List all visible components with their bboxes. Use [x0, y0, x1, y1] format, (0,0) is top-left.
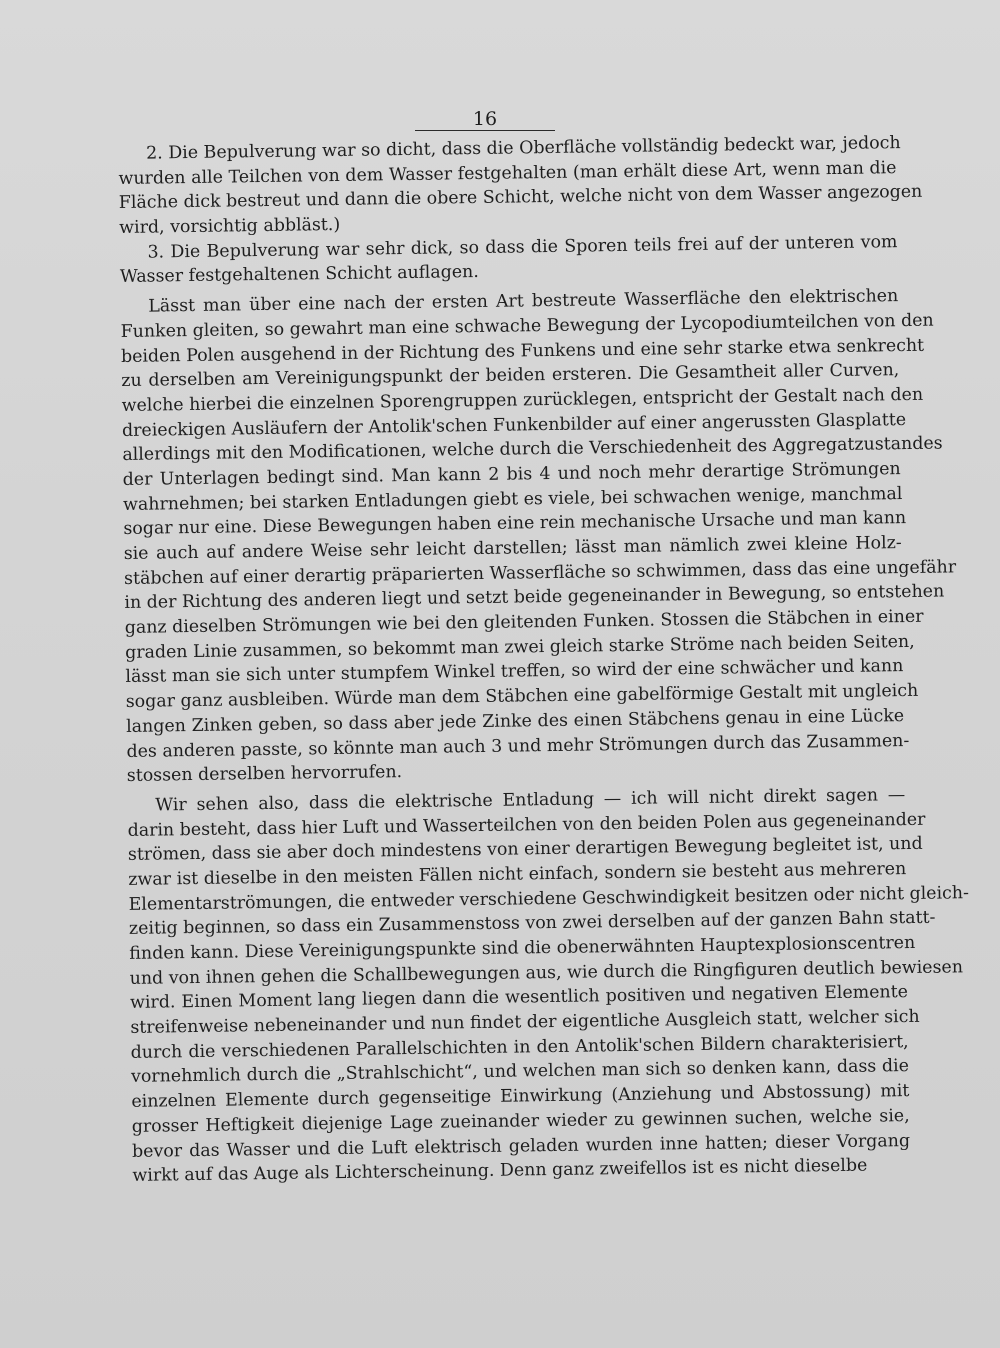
paragraph-experiment	[120, 284, 957, 789]
text-line: vornehmlich durch die „Strahlschicht“, und welchen man sich so denken kann, dass die	[130, 1056, 910, 1088]
text-line: Elementarströmungen, die entweder verschiedene Geschwindigkeit besitzen oder nicht gleich-	[128, 882, 970, 915]
text-line: finden kann. Diese Vereinigungspunkte sind die obenerwähnten Hauptexplosionscentren	[129, 932, 916, 964]
text-line: wahrnehmen; bei starken Entladungen giebt es viele, bei schwachen wenige, manchmal	[122, 483, 903, 515]
text-line: zwar ist dieselbe in den meisten Fällen nicht einfach, sondern sie besteht aus mehreren	[128, 859, 907, 890]
paragraph-item-2	[118, 131, 923, 241]
text-line: sie auch auf andere Weise sehr leicht darstellen; lässt man nämlich zwei kleine Holz-	[123, 533, 902, 564]
text-line: lässt man sie sich unter stumpfem Winkel treffen, so wird der eine schwächer und kann	[125, 656, 904, 688]
text-line: sogar nur eine. Diese Bewegungen haben eine rein mechanische Ursache und man kann	[123, 508, 907, 540]
text-line: des anderen passte, so könnte man auch 3 und mehr Strömungen durch das Zusammen-	[126, 730, 910, 762]
text-line: der Unterlagen bedingt sind. Man kann 2 bis 4 und noch mehr derartige Strömungen	[122, 459, 901, 490]
text-line: wird, vorsichtig abbläst.)	[119, 214, 341, 239]
text-line: welche hierbei die einzelnen Sporengruppen zurücklegen, entspricht der Gestalt nach den	[121, 384, 924, 416]
text-line: Wir sehen also, dass die elektrische Entladung — ich will nicht direkt sagen —	[155, 784, 906, 816]
text-line: ganz dieselben Strömungen wie bei den gleitenden Funken. Stossen die Stäbchen in einer	[124, 606, 924, 639]
text-line: Funken gleiten, so gewahrt man eine schwache Bewegung der Lycopodiumteilchen von den	[120, 310, 934, 342]
text-line: zu derselben am Vereinigungspunkt der beiden ersteren. Die Gesamtheit aller Curven,	[121, 360, 900, 392]
body-text	[118, 131, 970, 1189]
text-line: und von ihnen gehen die Schallbewegungen aus, wie durch die Ringfiguren deutlich bewiesen	[129, 956, 964, 989]
page-number-rule	[415, 130, 555, 131]
text-line: wird. Einen Moment lang liegen dann die wesentlich positiven und negativen Elemente	[129, 982, 909, 1014]
text-line: graden Linie zusammen, so bekommt man zwei gleich starke Ströme nach beiden Seiten,	[124, 631, 915, 663]
text-line: stäbchen auf einer derartig präparierten Wasserfläche so schwimmen, dass das eine ungefähr	[123, 557, 957, 589]
text-line: Lässt man über eine nach der ersten Art bestreute Wasserfläche den elektrischen	[148, 286, 899, 317]
text-line: streifenweise nebeneinander und nun findet der eigentliche Ausgleich statt, welcher sich	[130, 1006, 920, 1038]
paragraph-conclusion	[127, 783, 970, 1189]
text-line: zeitig beginnen, so dass ein Zusammenstoss von zwei derselben auf der ganzen Bahn statt-	[128, 907, 936, 940]
text-line: wurden alle Teilchen von dem Wasser festgehalten (man erhält diese Art, wenn man die	[118, 157, 897, 189]
text-line: langen Zinken geben, so dass aber jede Zinke des einen Stäbchens genau in eine Lücke	[126, 705, 905, 737]
text-line: grosser Heftigkeit diejenige Lage zueinander wieder zu gewinnen suchen, welche sie,	[131, 1105, 910, 1137]
text-line: Fläche dick bestreut und dann die obere Schicht, welche nicht von dem Wasser angezogen	[118, 182, 923, 214]
text-line: allerdings mit den Modificationen, welche durch die Verschiedenheit des Aggregatzustandes	[122, 433, 943, 466]
text-line: darin besteht, dass hier Luft und Wasserteilchen von den beiden Polen aus gegeneinander	[127, 809, 926, 841]
text-line: in der Richtung des anderen liegt und setzt beide gegeneinander in Bewegung, so entstehen	[124, 581, 945, 614]
page-number: 16	[472, 108, 498, 130]
text-line: bevor das Wasser und die Luft elektrisch geladen wurden inne hatten; dieser Vorgang	[131, 1130, 911, 1162]
text-line: einzelnen Elemente durch gegenseitige Einwirkung (Anziehung und Abstossung) mit	[131, 1081, 910, 1113]
text-line: sogar ganz ausbleiben. Würde man dem Stäbchen eine gabelförmige Gestalt mit ungleich	[125, 681, 919, 713]
text-line: stossen derselben hervorrufen.	[126, 762, 403, 787]
text-line: strömen, dass sie aber doch mindestens von einer derartigen Bewegung begleitet ist, und	[127, 834, 923, 866]
text-line: 2. Die Bepulverung war so dicht, dass die Oberfläche vollständig bedeckt war, jedoch	[146, 133, 901, 164]
text-line: dreieckigen Ausläufern der Antolik'schen Funkenbilder auf einer angerussten Glasplatte	[121, 409, 907, 441]
text-line: Wasser festgehaltenen Schicht auflagen.	[119, 262, 479, 288]
text-line: 3. Die Bepulverung war sehr dick, so dass die Sporen teils frei auf der unteren vom	[147, 231, 898, 263]
text-line: wirkt auf das Auge als Lichterscheinung. Denn ganz zweifellos ist es nicht dieselbe	[132, 1155, 868, 1187]
text-line: durch die verschiedenen Parallelschichten in den Antolik'schen Bildern charakterisiert,	[130, 1031, 909, 1063]
text-line: beiden Polen ausgehend in der Richtung des Funkens und eine sehr starke etwa senkrecht	[120, 335, 925, 367]
